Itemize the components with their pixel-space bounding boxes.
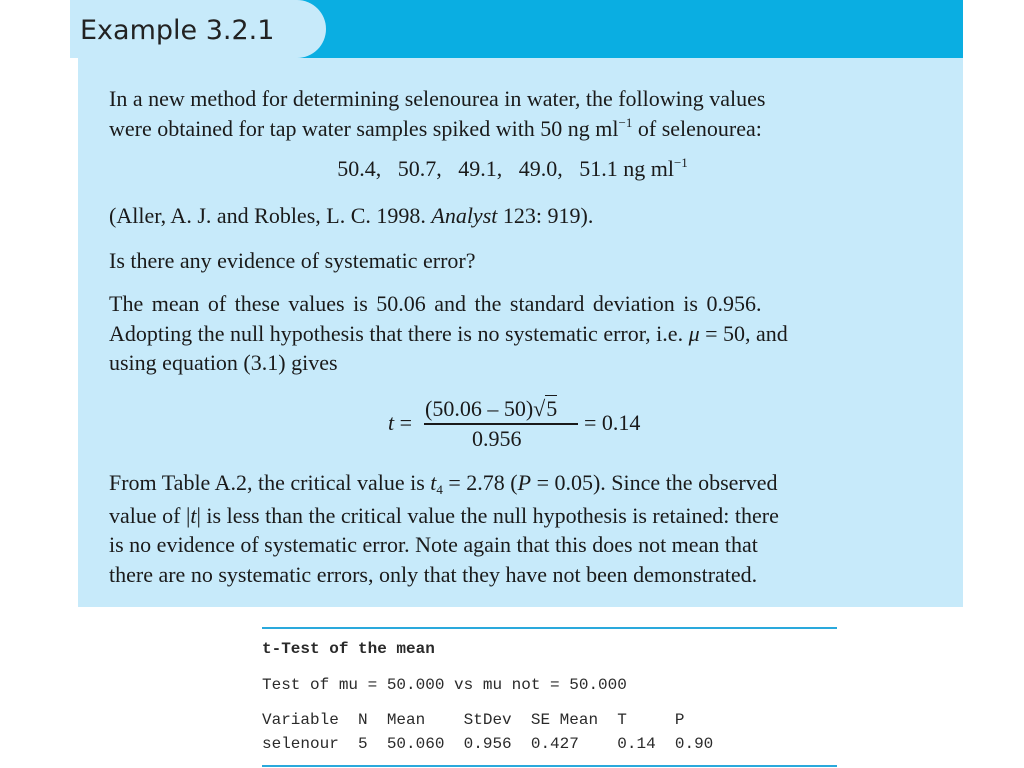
conclusion-paragraph: From Table A.2, the critical value is $t_4 = 2.78$ (P = 0.05). Since the observed value of |t| is less than the critical value the null hypothesis is retained: there is no evidence of systematic error. Note again that this does not mean that there are no systematic errors, only that they have not been demonstrated. [109,470,779,587]
intro-line-2b: of selenourea: [632,115,762,141]
concl-line-2a: value of | [109,502,191,528]
example-title: Example 3.2.1 [70,0,326,58]
intro-paragraph [109,84,933,146]
intro-line-1: In a new method for determining selenourea in water, the following values [109,86,766,111]
question: Is there any evidence of systematic error? [109,248,476,273]
output-data-row: selenour 5 50.060 0.956 0.427 0.14 0.90 [262,735,714,753]
fraction-bar [424,423,578,425]
values-text: 50.4, 50.7, 49.1, 49.0, 51.1 ng ml [337,156,674,181]
mean-line-1: The mean of these values is 50.06 and the standard deviation is 0.956. [109,291,762,316]
mean-paragraph [109,289,933,378]
concl-line-3: is no evidence of systematic error. Note again that this does not mean that [109,532,758,557]
eq-denominator: 0.956 [472,426,522,451]
concl-line-1a: From Table A.2, the critical value is [109,470,431,495]
intro-line-2a: were obtained for tap water samples spiked with 50 ng ml [109,115,619,141]
values-line [70,156,955,182]
output-title: t-Test of the mean [262,640,435,658]
output-header-row: Variable N Mean StDev SE Mean T P [262,711,685,729]
citation-volume: 123: 919). [497,203,594,228]
output-bottom-rule [262,765,837,767]
values-unit-exponent: −1 [673,155,688,170]
mean-line-3: using equation (3.1) gives [109,350,338,375]
output-top-rule [262,627,837,629]
intro-unit-exponent: −1 [618,114,633,130]
concl-line-4: there are no systematic errors, only that they have not been demonstrated. [109,561,758,587]
citation-journal: Analyst [431,203,498,228]
mu-symbol: μ [688,320,700,346]
mean-line-2a: Adopting the null hypothesis that there is no systematic error, i.e. [109,320,689,346]
t-equation [388,396,668,456]
citation [109,201,933,231]
eq-numerator: (50.06 – 50)√5 [425,396,558,421]
eq-rhs: = 0.14 [584,410,641,435]
citation-authors: (Aller, A. J. and Robles, L. C. 1998. [109,203,432,228]
concl-line-2b: | is less than the critical value the null hypothesis is retained: there [196,502,779,528]
eq-lhs: t = [388,410,413,435]
mean-line-2b: = 50, and [699,320,788,346]
output-test-line: Test of mu = 50.000 vs mu not = 50.000 [262,676,627,694]
